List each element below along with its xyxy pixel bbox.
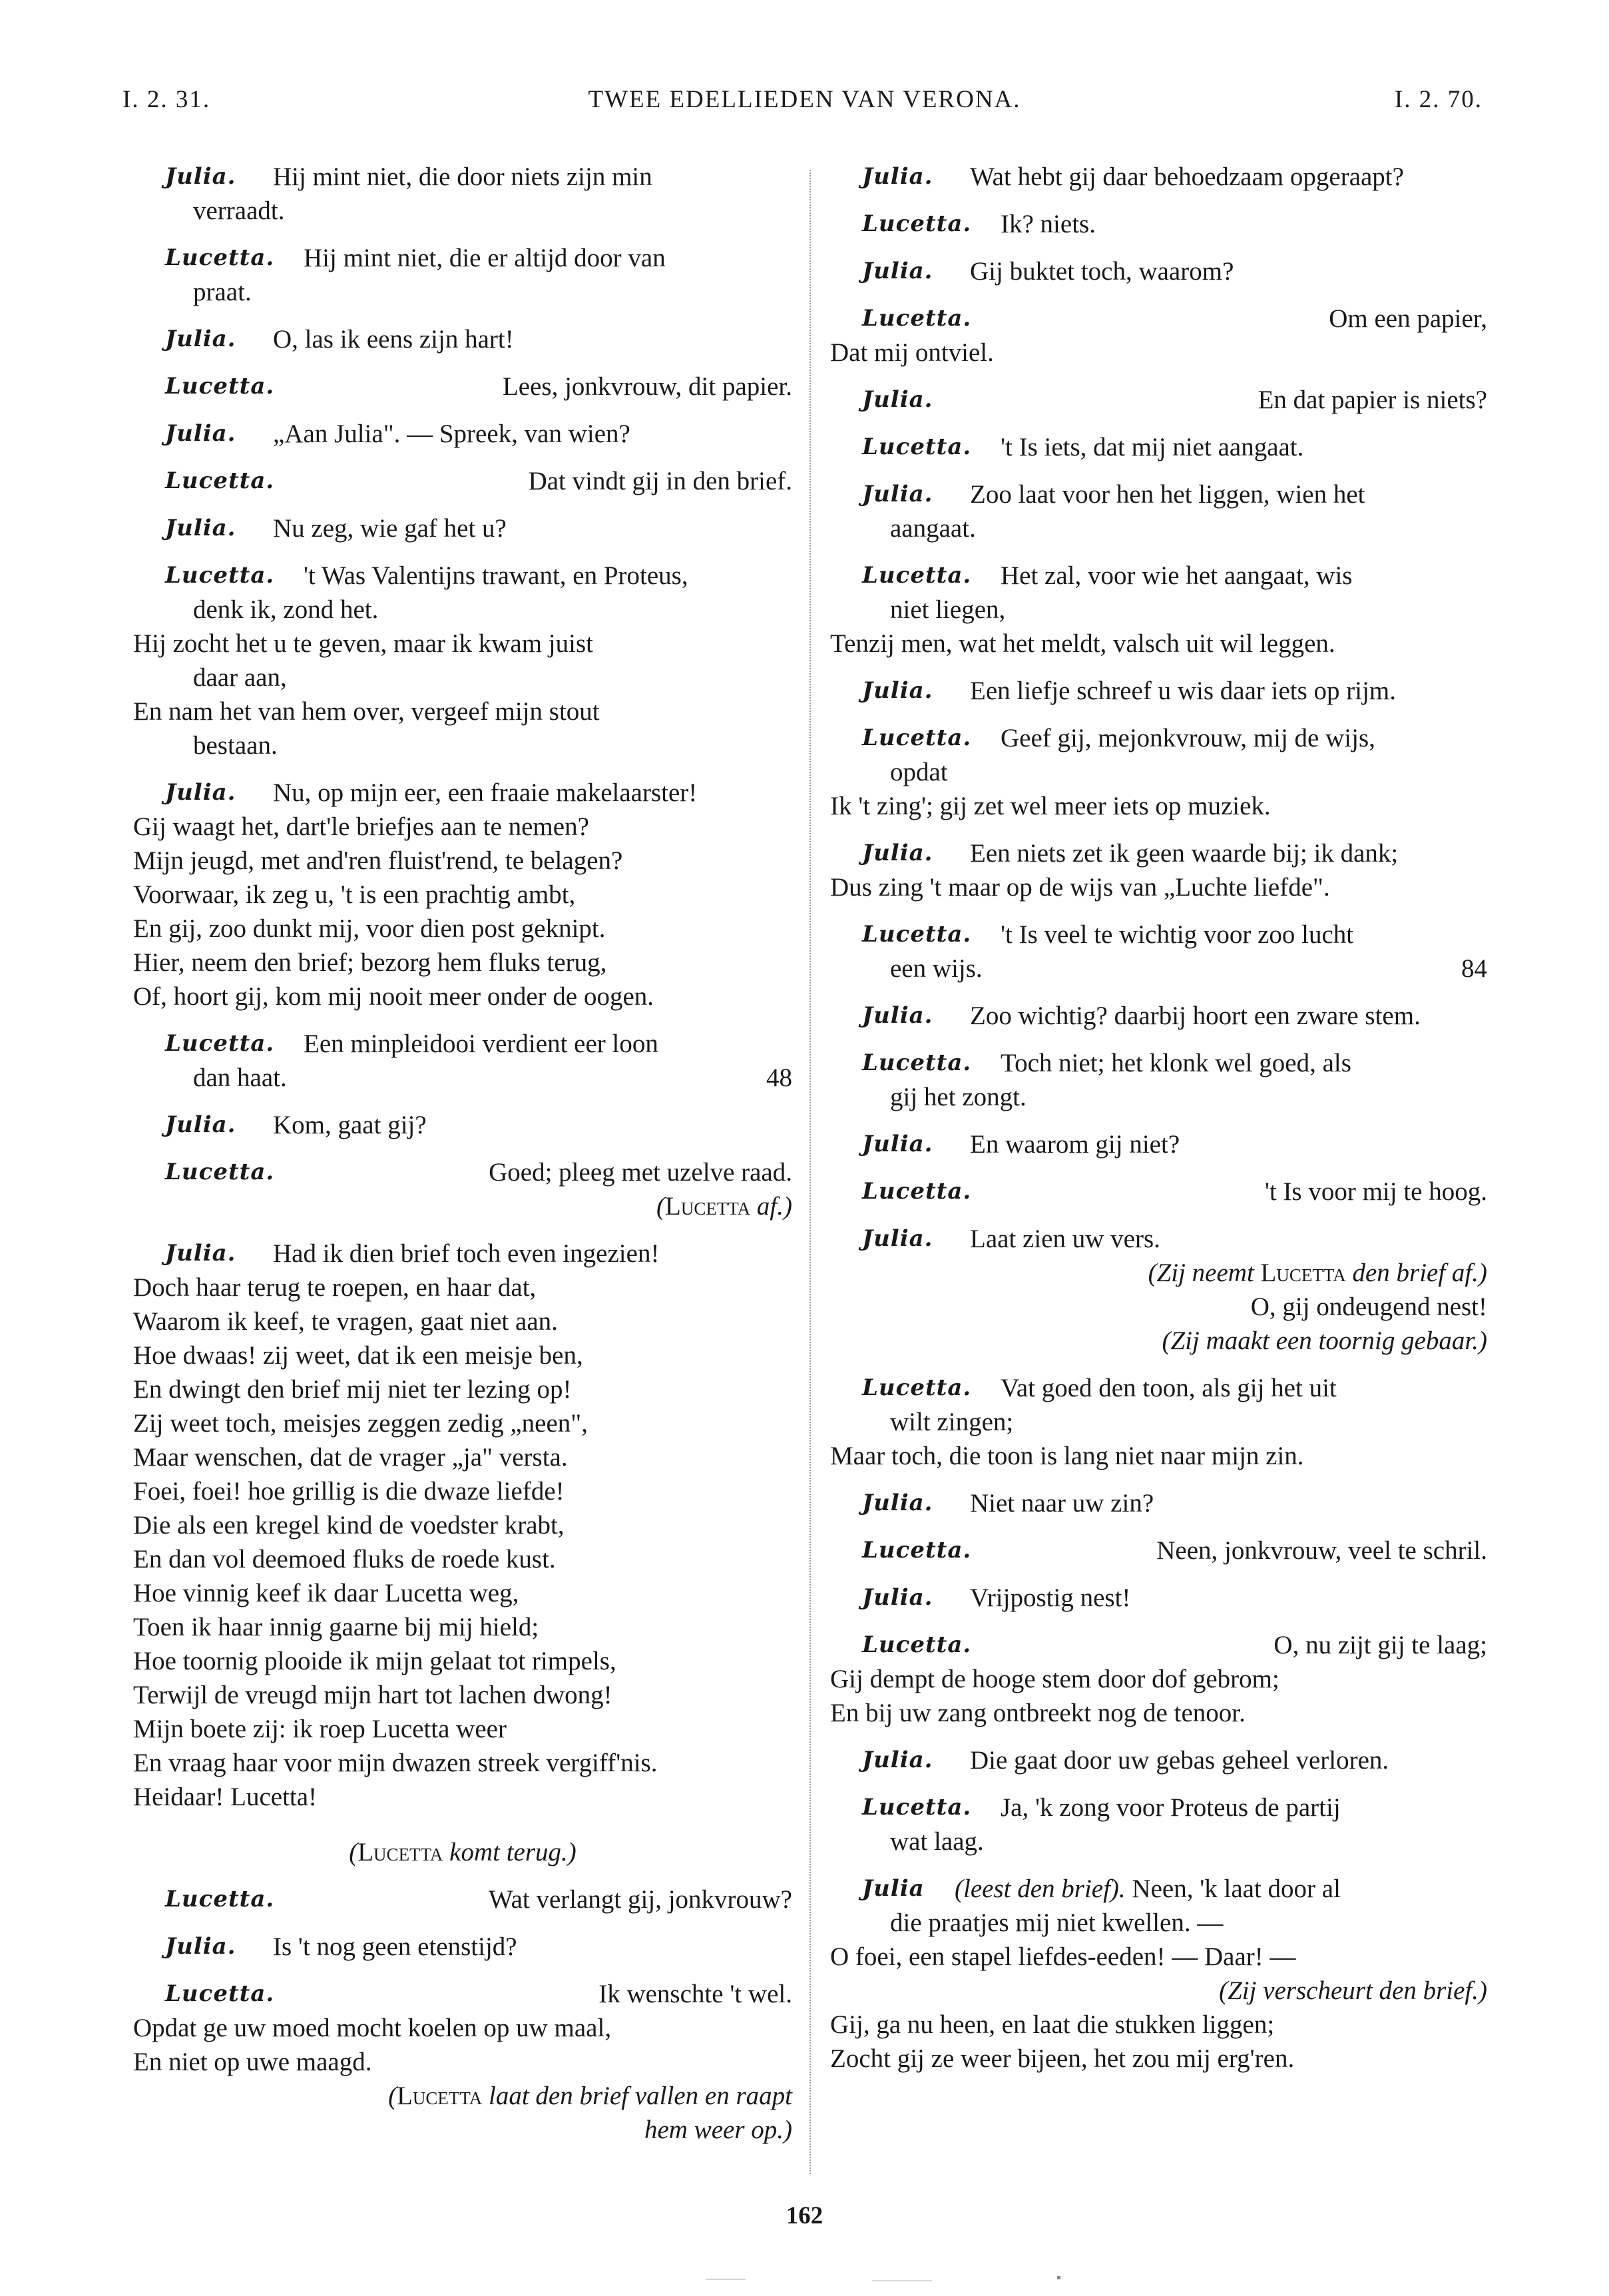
verse-line: Voorwaar, ik zeg u, 't is een prachtig ambt,: [133, 880, 576, 909]
verse-line: Maar wenschen, dat de vrager „ja" versta.: [133, 1443, 568, 1472]
speech-line: [830, 674, 1487, 708]
continuation-line: [830, 1080, 1487, 1114]
stage-direction: (Zij maakt een toornig gebaar.): [1162, 1326, 1487, 1355]
continuation-line: [830, 511, 1487, 545]
speech-gap: [830, 194, 1487, 207]
speaker-name: Julia.: [862, 1490, 933, 1516]
speech-text: 't Is voor mij te hoog.: [1264, 1177, 1487, 1206]
speech-text: Ik? niets.: [1001, 210, 1096, 238]
speech-gap: [830, 370, 1487, 383]
speaker-name: Julia.: [862, 481, 933, 507]
speaker-name: Julia.: [165, 420, 236, 447]
speech-line: [830, 302, 1487, 336]
continuation-line: [133, 661, 792, 695]
speech-text: Om een papier,: [1329, 304, 1487, 333]
verse-line: Hoe toornig plooide ik mijn gelaat tot rimpels,: [133, 1647, 616, 1675]
speech-text: Kom, gaat gij?: [273, 1111, 427, 1139]
speech-text: Nu zeg, wie gaf het u?: [273, 514, 507, 543]
character-name: Lucetta: [397, 2082, 483, 2110]
speaker-name: Julia.: [862, 1131, 933, 1157]
verse-text: praat.: [193, 278, 252, 306]
speech-gap: [830, 1859, 1487, 1872]
speech-line: [830, 1127, 1487, 1161]
speech-text: Een niets zet ik geen waarde bij; ik dank;: [970, 839, 1399, 868]
speech-gap: [133, 1013, 792, 1027]
speech-gap: [830, 1209, 1487, 1222]
character-name: Lucetta: [665, 1192, 751, 1221]
speech-gap: [830, 986, 1487, 999]
speech-text: Lees, jonkvrouw, dit papier.: [502, 372, 792, 401]
stage-direction: (Zij verscheurt den brief.): [1219, 1976, 1487, 2005]
speaker-name: Julia.: [862, 1002, 933, 1029]
speaker-name: Lucetta.: [862, 210, 972, 237]
stage-direction: (Lucetta af.): [656, 1192, 792, 1221]
speech-gap: [830, 1114, 1487, 1127]
speech-text: Geef gij, mejonkvrouw, mij de wijs,: [1001, 724, 1375, 752]
speech-gap: [133, 1916, 792, 1930]
speech-line: [133, 464, 792, 498]
verse-line: Maar toch, die toon is lang niet naar mijn zin.: [830, 1442, 1304, 1470]
speech-text: O, las ik eens zijn hart!: [273, 325, 514, 354]
speech-gap: [133, 545, 792, 559]
continuation-line: [830, 1825, 1487, 1859]
continuation-line: [133, 728, 792, 762]
continuation-line: [830, 755, 1487, 789]
verse-line: Tenzij men, wat het meldt, valsch uit wil leggen.: [830, 629, 1335, 658]
speech-line: [830, 383, 1487, 417]
speech-text: 't Was Valentijns trawant, en Proteus,: [304, 561, 688, 590]
scan-speck: [706, 2279, 746, 2280]
speech-gap: [133, 1964, 792, 1977]
speech-gap: [830, 1568, 1487, 1581]
stage-direction: (Lucetta laat den brief vallen en raapt: [388, 2082, 792, 2110]
speech-line: [133, 1237, 792, 1271]
speech-gap: [133, 309, 792, 322]
speaker-name: Julia: [862, 1875, 925, 1902]
right-column: [830, 160, 1487, 2076]
speech-line: [830, 836, 1487, 870]
header-right-reference: I. 2. 70.: [1394, 86, 1483, 113]
speech-line: [830, 918, 1487, 952]
speech-text: Hij mint niet, die er altijd door van: [304, 244, 666, 272]
verse-text: gij het zongt.: [890, 1083, 1027, 1111]
speech-gap: [830, 288, 1487, 302]
speech-text: Nu, op mijn eer, een fraaie makelaarster!: [273, 778, 698, 807]
speaker-name: Lucetta.: [862, 724, 972, 751]
verse-line: En bij uw zang ontbreekt nog de tenoor.: [830, 1699, 1246, 1727]
header-title: TWEE EDELLIEDEN VAN VERONA.: [588, 86, 1021, 113]
speech-text: Neen, 'k laat door al: [1132, 1874, 1341, 1903]
speech-line: [830, 1534, 1487, 1568]
speech-line: [133, 1977, 792, 2011]
speaker-name: Lucetta.: [165, 562, 275, 589]
verse-line: Doch haar terug te roepen, en haar dat,: [133, 1273, 537, 1302]
verse-line: Terwijl de vreugd mijn hart tot lachen dwong!: [133, 1681, 612, 1709]
speaker-name: Julia.: [165, 1933, 236, 1960]
speech-gap: [830, 1473, 1487, 1486]
speech-gap: [830, 464, 1487, 477]
speech-gap: [830, 823, 1487, 836]
speaker-name: Lucetta.: [862, 562, 972, 589]
speech-text: Is 't nog geen etenstijd?: [273, 1932, 517, 1961]
speech-line: [133, 1027, 792, 1061]
speech-gap: [830, 708, 1487, 721]
speech-line: [830, 1371, 1487, 1405]
speech-text: O, nu zijt gij te laag;: [1273, 1631, 1487, 1659]
verse-line: Waarom ik keef, te vragen, gaat niet aan.: [133, 1307, 558, 1336]
verse-line: Mijn boete zij: ik roep Lucetta weer: [133, 1715, 507, 1743]
verse-line: En vraag haar voor mijn dwazen streek vergiff'nis.: [133, 1749, 658, 1777]
speaker-name: Julia.: [165, 779, 236, 806]
speaker-name: Julia.: [165, 326, 236, 352]
line-number: 84: [1461, 954, 1487, 983]
verse-text: bestaan.: [193, 731, 278, 760]
continuation-line: [830, 952, 1487, 986]
speaker-name: Lucetta.: [862, 1794, 972, 1821]
verse-text: een wijs.: [890, 954, 983, 983]
speaker-name: Lucetta.: [862, 1178, 972, 1205]
speech-line: [830, 999, 1487, 1033]
verse-line: O, gij ondeugend nest!: [1250, 1292, 1487, 1321]
speech-line: [830, 254, 1487, 288]
speech-gap: [133, 356, 792, 370]
verse-line: En nam het van hem over, vergeef mijn stout: [133, 697, 600, 726]
speech-line: [830, 721, 1487, 755]
page-number: 162: [786, 2202, 823, 2229]
speech-line: [133, 1882, 792, 1916]
scan-speck: [872, 2280, 932, 2281]
speech-gap: [133, 1223, 792, 1237]
speaker-name: Julia.: [165, 1111, 236, 1138]
verse-line: Hij zocht het u te geven, maar ik kwam juist: [133, 629, 593, 658]
speech-text: Vrijpostig nest!: [970, 1583, 1131, 1612]
speech-line: [830, 477, 1487, 511]
verse-line: Gij, ga nu heen, en laat die stukken liggen;: [830, 2010, 1275, 2039]
speech-text: Niet naar uw zin?: [970, 1489, 1154, 1518]
speech-text: Zoo wichtig? daarbij hoort een zware stem.: [970, 1002, 1421, 1030]
speaker-name: Julia.: [862, 1225, 933, 1252]
speech-gap: [830, 1615, 1487, 1628]
speech-line: [133, 1108, 792, 1142]
speech-gap: [133, 451, 792, 464]
speaker-name: Lucetta.: [862, 1049, 972, 1076]
continuation-line: [830, 1405, 1487, 1439]
speech-text: „Aan Julia". — Spreek, van wien?: [273, 420, 630, 448]
speech-gap: [133, 762, 792, 776]
character-name: Lucetta: [1260, 1259, 1346, 1287]
speech-line: [133, 559, 792, 593]
speech-line: [830, 1791, 1487, 1825]
speaker-name: Lucetta.: [862, 1537, 972, 1564]
direction-gap: [133, 1814, 792, 1835]
speaker-name: Lucetta.: [165, 1886, 275, 1912]
speech-text: Had ik dien brief toch even ingezien!: [273, 1239, 660, 1268]
speech-line: [133, 160, 792, 194]
speech-text: Ja, 'k zong voor Proteus de partij: [1001, 1793, 1341, 1822]
speech-gap: [133, 404, 792, 417]
speech-gap: [830, 241, 1487, 254]
speech-gap: [830, 417, 1487, 430]
speech-gap: [133, 1142, 792, 1155]
speaker-name: Julia.: [165, 1240, 236, 1267]
speech-text: Wat hebt gij daar behoedzaam opgeraapt?: [970, 162, 1404, 191]
speech-line: [830, 559, 1487, 593]
continuation-line: [133, 1061, 792, 1095]
speech-text: Een liefje schreef u wis daar iets op rijm.: [970, 677, 1397, 705]
speech-line: [830, 1872, 1487, 1906]
verse-line: Dus zing 't maar op de wijs van „Luchte liefde".: [830, 873, 1330, 902]
speaker-name: Julia.: [862, 258, 933, 284]
speech-text: Vat goed den toon, als gij het uit: [1001, 1374, 1337, 1402]
speaker-name: Julia.: [165, 163, 236, 190]
speaker-name: Julia.: [862, 1747, 933, 1773]
continuation-line: [133, 275, 792, 309]
speaker-name: Julia.: [862, 840, 933, 866]
verse-line: Die als een kregel kind de voedster krabt,: [133, 1511, 565, 1540]
speech-text: Gij buktet toch, waarom?: [970, 257, 1234, 286]
verse-line: O foei, een stapel liefdes-eeden! — Daar! —: [830, 1942, 1296, 1971]
speaker-name: Julia.: [165, 515, 236, 541]
speech-line: [133, 776, 792, 810]
speech-line: [133, 417, 792, 451]
column-divider: [809, 170, 811, 2174]
verse-text: aangaat.: [890, 514, 976, 543]
speaker-name: Lucetta.: [862, 305, 972, 332]
line-number: 48: [766, 1063, 792, 1092]
verse-text: dan haat.: [193, 1063, 287, 1092]
speaker-name: Julia.: [862, 677, 933, 704]
verse-line: Opdat ge uw moed mocht koelen op uw maal,: [133, 2014, 612, 2042]
verse-text: wat laag.: [890, 1827, 984, 1856]
speech-line: [830, 207, 1487, 241]
speaker-name: Lucetta.: [165, 1980, 275, 2007]
verse-line: Hoe vinnig keef ik daar Lucetta weg,: [133, 1579, 519, 1607]
verse-line: Zocht gij ze weer bijeen, het zou mij erg'ren.: [830, 2044, 1295, 2073]
speech-line: [133, 1155, 792, 1189]
speech-gap: [830, 904, 1487, 918]
verse-text: denk ik, zond het.: [193, 595, 379, 624]
speaker-name: Lucetta.: [165, 467, 275, 494]
speaker-name: Julia.: [862, 1584, 933, 1611]
speech-line: [830, 1175, 1487, 1209]
speaker-name: Lucetta.: [862, 1374, 972, 1401]
stage-direction: (Zij neemt Lucetta den brief af.): [1148, 1259, 1487, 1287]
verse-line: Of, hoort gij, kom mij nooit meer onder de oogen.: [133, 982, 654, 1011]
speaker-name: Lucetta.: [862, 1631, 972, 1658]
speech-gap: [830, 1161, 1487, 1175]
verse-line: Hoe dwaas! zij weet, dat ik een meisje ben,: [133, 1341, 583, 1370]
speech-gap: [830, 545, 1487, 559]
speaker-name: Lucetta.: [862, 433, 972, 460]
speaker-name: Julia.: [862, 386, 933, 413]
verse-text: niet liegen,: [890, 595, 1006, 624]
character-name: Lucetta: [357, 1838, 443, 1866]
speech-gap: [133, 498, 792, 511]
speech-line: [830, 1486, 1487, 1520]
verse-line: Gij dempt de hooge stem door dof gebrom;: [830, 1665, 1279, 1693]
verse-line: Heidaar! Lucetta!: [133, 1783, 318, 1811]
speech-text: Dat vindt gij in den brief.: [528, 467, 792, 495]
verse-line: Gij waagt het, dart'le briefjes aan te nemen?: [133, 812, 589, 841]
speech-gap: [830, 1358, 1487, 1371]
speech-line: [830, 1222, 1487, 1256]
continuation-line: [830, 593, 1487, 627]
verse-line: En dan vol deemoed fluks de roede kust.: [133, 1545, 556, 1574]
verse-line: Mijn jeugd, met and'ren fluist'rend, te belagen?: [133, 846, 623, 875]
speech-gap: [133, 1095, 792, 1108]
speech-text: En waarom gij niet?: [970, 1130, 1180, 1159]
speech-text: Toch niet; het klonk wel goed, als: [1001, 1049, 1351, 1077]
continuation-line: [133, 194, 792, 228]
continuation-line: [133, 593, 792, 627]
speech-text: 't Is veel te wichtig voor zoo lucht: [1001, 920, 1354, 949]
speech-text: 't Is iets, dat mij niet aangaat.: [1001, 433, 1304, 461]
speech-gap: [830, 661, 1487, 674]
speech-line: [133, 322, 792, 356]
speaker-name: Lucetta.: [165, 1159, 275, 1185]
speaker-name: Julia.: [862, 163, 933, 190]
speech-gap: [133, 1869, 792, 1882]
scan-speck: [1057, 2276, 1060, 2279]
speech-line: [133, 1930, 792, 1964]
verse-line: Hier, neem den brief; bezorg hem fluks terug,: [133, 948, 607, 977]
speech-text: Laat zien uw vers.: [970, 1225, 1160, 1253]
speech-text: En dat papier is niets?: [1258, 386, 1487, 414]
speaker-name: Lucetta.: [165, 244, 275, 271]
verse-line: Ik 't zing'; gij zet wel meer iets op muziek.: [830, 792, 1271, 820]
verse-text: daar aan,: [193, 663, 287, 692]
speech-line: [133, 370, 792, 404]
speech-gap: [830, 1033, 1487, 1046]
speaker-name: Lucetta.: [165, 1030, 275, 1057]
speech-text: Het zal, voor wie het aangaat, wis: [1001, 561, 1353, 590]
speech-text: Die gaat door uw gebas geheel verloren.: [970, 1746, 1389, 1775]
speech-gap: [830, 1777, 1487, 1791]
speech-text: Neen, jonkvrouw, veel te schril.: [1156, 1536, 1487, 1565]
speech-line: [830, 1628, 1487, 1662]
stage-direction: hem weer op.): [644, 2116, 792, 2144]
verse-line: En dwingt den brief mij niet ter lezing op!: [133, 1375, 572, 1404]
speech-gap: [133, 228, 792, 241]
speech-line: [830, 430, 1487, 464]
verse-line: En niet op uwe maagd.: [133, 2048, 372, 2076]
speech-text: Ik wenschte 't wel.: [598, 1980, 792, 2008]
verse-text: verraadt.: [193, 196, 285, 225]
continuation-line: [830, 1906, 1487, 1940]
speech-gap: [830, 1730, 1487, 1743]
verse-line: Dat mij ontviel.: [830, 338, 994, 367]
verse-line: Toen ik haar innig gaarne bij mij hield;: [133, 1613, 539, 1641]
speech-text: Wat verlangt gij, jonkvrouw?: [488, 1885, 792, 1914]
speech-line: [830, 1581, 1487, 1615]
stage-direction: (Lucetta komt terug.): [349, 1838, 576, 1866]
left-column: [133, 160, 792, 2147]
verse-text: opdat: [890, 758, 948, 786]
speaker-name: Lucetta.: [165, 373, 275, 400]
speaker-name: Lucetta.: [862, 921, 972, 948]
speech-line: [133, 241, 792, 275]
speech-text: Zoo laat voor hen het liggen, wien het: [970, 480, 1365, 509]
speech-line: [830, 1743, 1487, 1777]
verse-line: En gij, zoo dunkt mij, voor dien post geknipt.: [133, 914, 606, 943]
speech-text: Goed; pleeg met uzelve raad.: [489, 1158, 792, 1187]
speech-line: [830, 1046, 1487, 1080]
verse-line: Zij weet toch, meisjes zeggen zedig „neen",: [133, 1409, 588, 1438]
verse-text: die praatjes mij niet kwellen. —: [890, 1908, 1224, 1937]
speech-line: [133, 511, 792, 545]
speech-gap: [830, 1520, 1487, 1534]
speech-line: [830, 160, 1487, 194]
stage-direction: (leest den brief).: [955, 1874, 1126, 1903]
speech-text: Hij mint niet, die door niets zijn min: [273, 162, 652, 191]
verse-text: wilt zingen;: [890, 1408, 1014, 1436]
verse-line: Foei, foei! hoe grillig is die dwaze liefde!: [133, 1477, 565, 1506]
header-left-reference: I. 2. 31.: [122, 86, 211, 113]
speech-text: Een minpleidooi verdient eer loon: [304, 1029, 658, 1058]
